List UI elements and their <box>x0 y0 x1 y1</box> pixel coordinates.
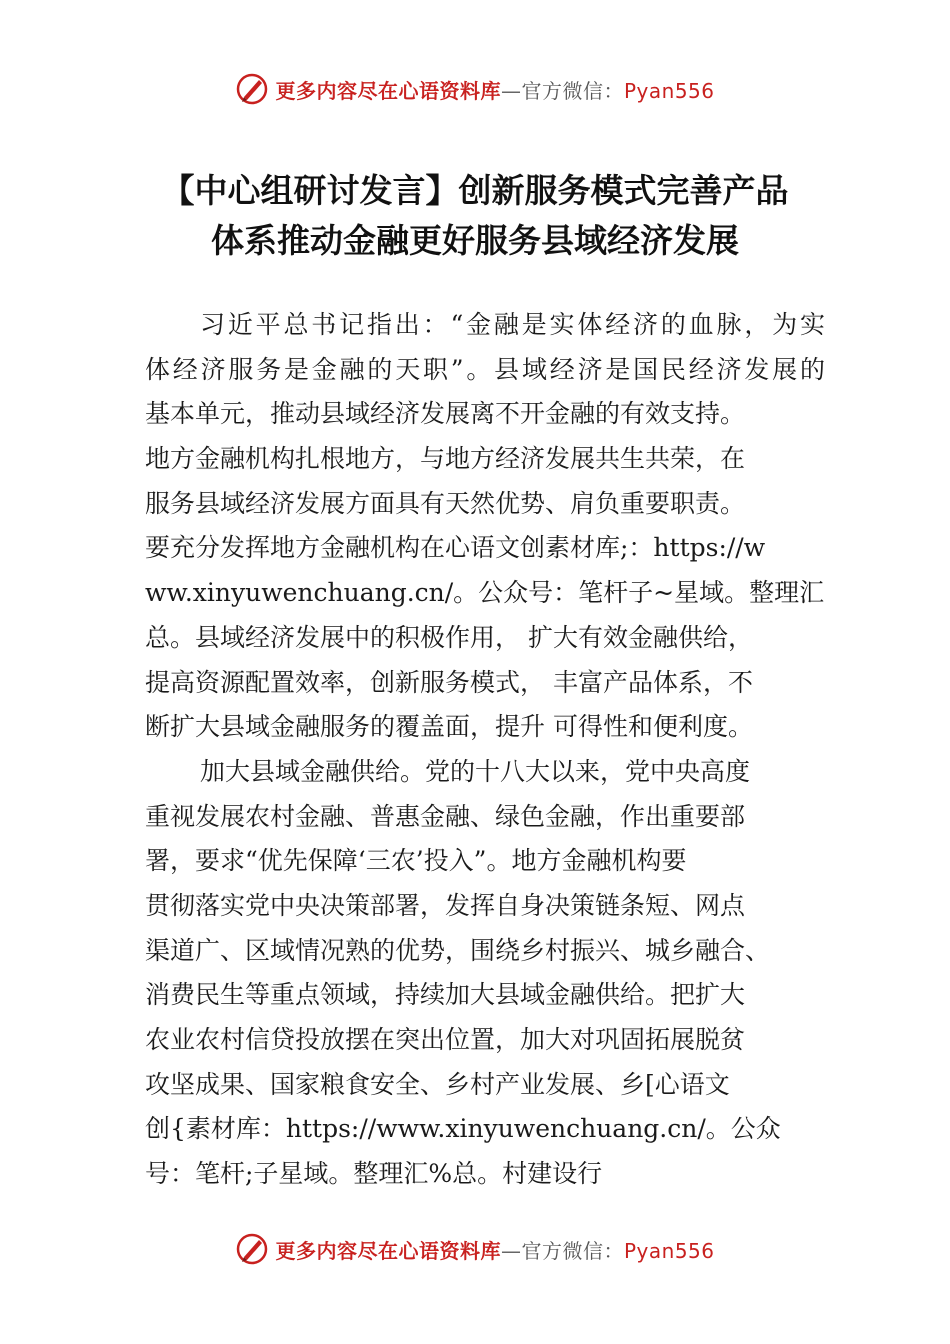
text-line: 重视发展农村金融、普惠金融、绿色金融，作出重要部 <box>145 801 746 831</box>
header-watermark <box>0 72 950 106</box>
text-line: 农业农村信贷投放摆在突出位置，加大对巩固拓展脱贫 <box>145 1025 746 1054</box>
watermark-text: 更多内容尽在心语资料库—官方微信：Pyan556 <box>275 1238 715 1263</box>
text-line: 消费民生等重点领域，持续加大县域金融供给。把扩大 <box>145 980 746 1010</box>
text-line: 地方金融机构扎根地方，与地方经济发展共生共荣，在 <box>145 444 746 474</box>
text-line: 断扩大县域金融服务的覆盖面，提升 可得性和便利度。 <box>145 712 753 742</box>
text-line: 总。县域经济发展中的积极作用， 扩大有效金融供给， <box>145 622 753 652</box>
text-line: 创{素材库：https://www.xinyuwenchuang.cn/。公众 <box>145 1114 781 1144</box>
title-line-2: 体系推动金融更好服务县域经济发展 <box>211 221 739 260</box>
pen-logo-icon <box>235 72 269 106</box>
text-line: 贯彻落实党中央决策部署，发挥自身决策链条短、网点 <box>145 890 746 920</box>
title-line-1: 【中心组研讨发言】创新服务模式完善产品 <box>161 171 789 210</box>
text-line: 体经济服务是金融的天职”。县域经济是国民经济发展的 <box>145 354 825 384</box>
text-line: 号：笔杆;子星域。整理汇%总。村建设行 <box>145 1159 603 1189</box>
text-line: 加大县域金融供给。党的十八大以来，党中央高度 <box>200 756 751 786</box>
text-line: 攻坚成果、国家粮食安全、乡村产业发展、乡[心语文 <box>145 1069 730 1099</box>
text-line: 服务县域经济发展方面具有天然优势、肩负重要职责。 <box>145 488 746 518</box>
pen-logo-icon <box>235 1232 269 1266</box>
document-title <box>0 166 950 266</box>
text-line: 基本单元，推动县域经济发展离不开金融的有效支持。 <box>145 399 746 429</box>
paragraph-2 <box>145 750 825 1197</box>
text-line: 渠道广、区域情况熟的优势，围绕乡村振兴、城乡融合、 <box>145 935 771 965</box>
text-line: 署，要求“优先保障‘三农’投入”。地方金融机构要 <box>145 846 687 876</box>
text-line: 习近平总书记指出：“金融是实体经济的血脉，为实 <box>200 310 825 339</box>
text-line: ww.xinyuwenchuang.cn/。公众号：笔杆子~星域。整理汇 <box>145 578 825 608</box>
text-line: 提高资源配置效率，创新服务模式， 丰富产品体系，不 <box>145 667 753 697</box>
footer-watermark <box>0 1232 950 1266</box>
paragraph-1 <box>145 303 825 750</box>
watermark-text: 更多内容尽在心语资料库—官方微信：Pyan556 <box>275 78 715 103</box>
document-body <box>145 303 825 1197</box>
text-line: 要充分发挥地方金融机构在心语文创素材库;：https://w <box>145 533 766 563</box>
